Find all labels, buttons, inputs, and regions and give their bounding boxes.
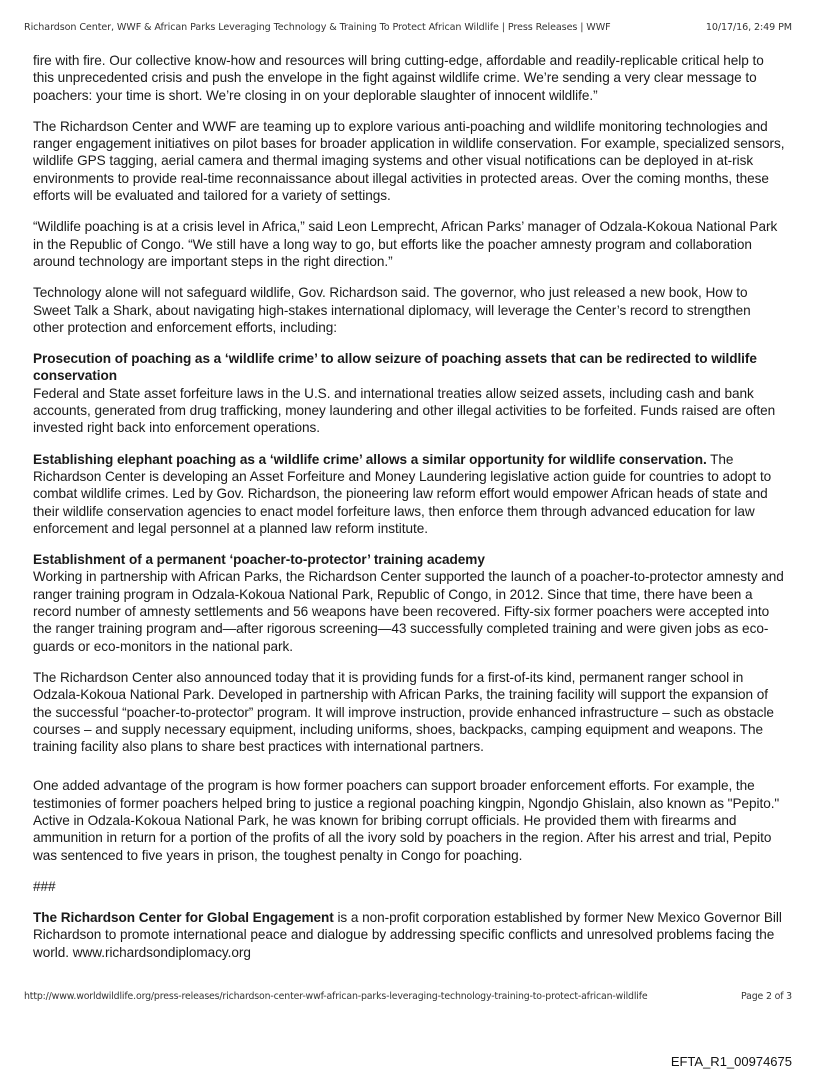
paragraph-technology-alone: Technology alone will not safeguard wildlife, Gov. Richardson said. The governor, who just released a new book, How to Sweet Talk a Shark, about navigating high-stakes international diplomacy, will leverage the Center’s record to strengthen other protection and enforcement efforts, including: bbox=[33, 285, 751, 335]
end-mark: ### bbox=[33, 878, 56, 894]
paragraph-lemprecht-quote: “Wildlife poaching is at a crisis level in Africa,” said Leon Lemprecht, African Parks’ manager of Odzala-Kokoua National Park in the Republic of Congo. “We still have a long way to go, but efforts like the poacher amnesty program and collaboration around technology are important steps in the right direction.” bbox=[33, 219, 778, 269]
about-body: is a non-profit corporation established by former New Mexico Governor Bill Richardson to promote international peace and dialogue by addressing specific conflicts and unresolved problems facing the world. www.richardsondiplomacy.org bbox=[33, 910, 782, 960]
section-prosecution-body: Federal and State asset forfeiture laws in the U.S. and international treaties allow seized assets, including cash and bank accounts, generated from drug trafficking, money laundering and other illegal activities to be forfeited. Funds raised are often invested right back into enforcement operations. bbox=[33, 385, 776, 436]
paragraph-ranger-school: The Richardson Center also announced today that it is providing funds for a first-of-its kind, permanent ranger school in Odzala-Kokoua National Park. Developed in partnership with African Parks, the training facility will support the expansion of the successful “poacher-to-protector” program. It will improve instruction, provide enhanced infrastructure – such as obstacle courses – and supply necessary equipment, including uniforms, shoes, backpacks, camping equipment and weapons. The training facility also plans to share best practices with international partners. bbox=[33, 669, 774, 755]
section-prosecution-heading: Prosecution of poaching as a ‘wildlife crime’ to allow seizure of poaching assets that can be redirected to wildlife conservation bbox=[33, 351, 757, 384]
print-datetime: 10/17/16, 2:49 PM bbox=[705, 22, 792, 33]
section-elephant-poaching-body: The Richardson Center is developing an Asset Forfeiture and Money Laundering legislative action guide for countries to adopt to combat wildlife crimes. Led by Gov. Richardson, the pioneering law reform effort would empower African heads of state and their wildlife conservation agencies to enact model forfeiture laws, then enforce them through advanced education for law enforcement and legal personnel at a planned law reform institute. bbox=[33, 451, 772, 536]
page-title: Richardson Center, WWF & African Parks Leveraging Technology & Training To Protect African Wildlife | Press Releases | WWF bbox=[24, 22, 611, 33]
section-training-academy bbox=[33, 551, 785, 655]
about-heading: The Richardson Center for Global Engagement bbox=[33, 910, 334, 926]
section-elephant-poaching-heading: Establishing elephant poaching as a ‘wildlife crime’ allows a similar opportunity for wildlife conservation. bbox=[33, 451, 707, 467]
paragraph-quote-continuation: fire with fire. Our collective know-how and resources will bring cutting-edge, affordable and readily-replicable critical help to this unprecedented crisis and push the envelope in the fight against wildlife crime. We’re sending a very clear message to poachers: your time is short. We’re closing in on your deplorable slaughter of innocent wildlife.” bbox=[33, 53, 764, 103]
paragraph-pepito: One added advantage of the program is how former poachers can support broader enforcement efforts. For example, the testimonies of former poachers helped bring to justice a regional poaching kingpin, Ngondjo Ghislain, also known as "Pepito." Active in Odzala-Kokoua National Park, he was known for bribing corrupt officials. He provided them with firearms and ammunition in return for a portion of the profits of all the ivory sold by poachers in the region. After his arrest and trial, Pepito was sentenced to five years in prison, the toughest penalty in Congo for poaching. bbox=[33, 778, 780, 863]
paragraph-technology-partnership: The Richardson Center and WWF are teaming up to explore various anti-poaching and wildlife monitoring technologies and ranger engagement initiatives on pilot bases for broader application in wildlife conservation. For example, specialized sensors, wildlife GPS tagging, aerial camera and thermal imaging systems and other visual notifications can be deployed in at-risk environments to provide real-time reconnaissance about illegal activities in protected areas. Over the coming months, these efforts will be evaluated and tailored for a variety of settings. bbox=[33, 118, 785, 204]
page-url: http://www.worldwildlife.org/press-releases/richardson-center-wwf-african-parks-leveraging-technology-training-to-protect-african-wildlife bbox=[24, 991, 648, 1002]
article-body bbox=[33, 52, 785, 975]
about-richardson-center bbox=[33, 909, 785, 961]
section-training-academy-body: Working in partnership with African Parks, the Richardson Center supported the launch of a poacher-to-protector amnesty and ranger training program in Odzala-Kokoua National Park, Republic of Congo, in 2012. Since that time, there have been a record number of amnesty settlements and 56 weapons have been recovered. Fifty-six former poachers were accepted into the ranger training program and—after rigorous screening—43 successfully completed training and were given jobs as eco-guards or eco-monitors in the national park. bbox=[33, 569, 784, 654]
print-footer bbox=[24, 991, 792, 1002]
section-elephant-poaching bbox=[33, 451, 785, 537]
bates-number: EFTA_R1_00974675 bbox=[670, 1054, 792, 1069]
section-prosecution bbox=[33, 350, 785, 436]
page-number: Page 2 of 3 bbox=[741, 991, 792, 1002]
print-header bbox=[24, 22, 792, 33]
section-training-academy-heading: Establishment of a permanent ‘poacher-to-protector’ training academy bbox=[33, 552, 485, 568]
